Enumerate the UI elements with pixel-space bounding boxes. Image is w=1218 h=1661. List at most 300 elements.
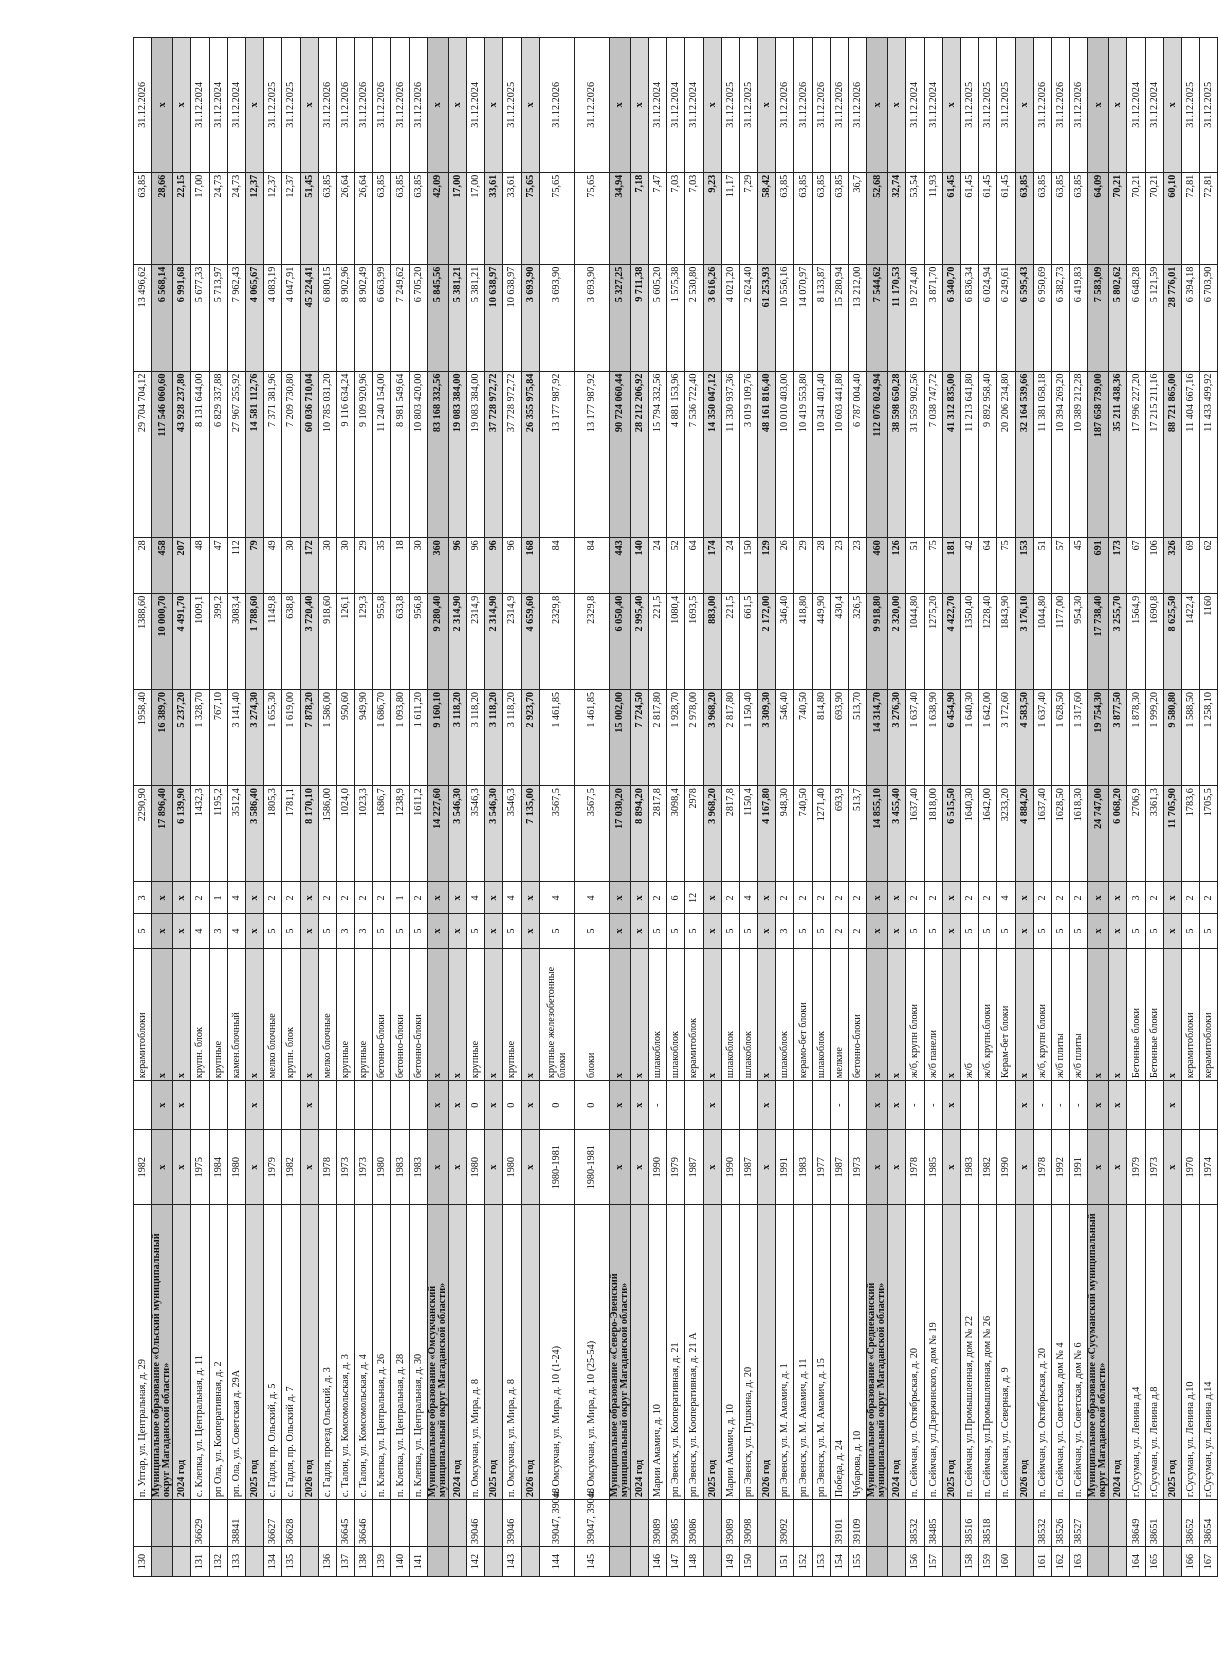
living-area-cell: 7 878,20 [300,689,318,785]
wall-material-cell: крупные железобетонные блоки [539,948,574,1081]
area-to-relocate-cell: 3 255,70 [1109,593,1127,689]
floors-cell: 3 [355,914,373,948]
house-id-cell: 39109 [849,1500,867,1547]
wear-percent-cell: 11,93 [924,172,942,264]
planned-date-cell: х [703,1081,721,1130]
row-number-cell [448,1547,466,1577]
floors-cell: х [1015,914,1033,948]
cost-per-sqm-cell: 10 556,16 [776,264,794,371]
row-number-cell [609,1547,630,1577]
cost-cell: 6 787 004,40 [849,371,867,538]
wear-percent-cell: 61,45 [942,172,960,264]
residents-cell: 29 [355,538,373,594]
house-id-cell [134,1500,152,1547]
cost-cell: 13 177 987,92 [574,371,609,538]
total-area-cell: 1150,4 [739,786,757,882]
floors-cell: 4 [227,914,245,948]
floors-cell: 5 [1033,914,1051,948]
living-area-cell: 767,10 [209,689,227,785]
residents-cell: 47 [209,538,227,594]
house-id-cell: 39047, 39048 [574,1500,609,1547]
living-area-cell: 1958,40 [134,689,152,785]
area-to-relocate-cell: 1149,8 [264,593,282,689]
wall-material-cell: керамитоблок [685,948,703,1081]
house-id-cell [448,1500,466,1547]
residents-cell: 51 [1033,538,1051,594]
area-to-relocate-cell: 430,4 [830,593,848,689]
house-id-cell [1015,1500,1033,1547]
wear-percent-cell: 34,94 [609,172,630,264]
entrances-cell: х [758,882,776,914]
area-to-relocate-cell: 418,80 [794,593,812,689]
row-number-cell [942,1547,960,1577]
area-to-relocate-cell: 661,5 [739,593,757,689]
address-cell: Победа, д. 24 [830,1205,848,1500]
floors-cell: 3 [209,914,227,948]
year-built-cell: 1983 [794,1130,812,1205]
planned-date-cell: х [942,1081,960,1130]
year-subtotal-row [1163,38,1181,1577]
cost-cell: 10 394 269,20 [1051,371,1069,538]
floors-cell: х [448,914,466,948]
row-number-cell: 157 [924,1547,942,1577]
cost-per-sqm-cell: 6 800,15 [318,264,336,371]
year-built-cell: 1979 [1127,1130,1145,1205]
wall-material-cell: х [152,948,173,1081]
relocation-deadline-cell: 31.12.2026 [794,38,812,173]
address-cell: с. Талон, ул. Комсомольская, д. 3 [336,1205,354,1500]
area-to-relocate-cell: 956,8 [409,593,427,689]
planned-date-cell [739,1081,757,1130]
area-to-relocate-cell: 1080,4 [667,593,685,689]
entrances-cell: 4 [503,882,521,914]
total-area-cell: 948,30 [776,786,794,882]
table-row [1051,38,1069,1577]
entrances-cell: 4 [539,882,574,914]
cost-cell: 38 598 650,28 [888,371,906,538]
relocation-deadline-cell: 31.12.2025 [979,38,997,173]
area-to-relocate-cell: 4 659,60 [521,593,539,689]
house-id-cell: 39089 [648,1500,666,1547]
cost-per-sqm-cell: 14 070,97 [794,264,812,371]
floors-cell: 5 [812,914,830,948]
house-id-cell: 38532 [1033,1500,1051,1547]
area-to-relocate-cell: 10 000,70 [152,593,173,689]
entrances-cell: 2 [1033,882,1051,914]
year-subtotal-row [300,38,318,1577]
relocation-deadline-cell: 31.12.2024 [667,38,685,173]
wear-percent-cell: 26,64 [336,172,354,264]
wall-material-cell: мелко блочные [318,948,336,1081]
address-cell: рп. Ола, ул. Советская д. 29А [227,1205,245,1500]
wall-material-cell: х [609,948,630,1081]
year-built-cell: 1990 [721,1130,739,1205]
total-area-cell: 3098,4 [667,786,685,882]
wear-percent-cell: 61,45 [960,172,978,264]
entrances-cell: 2 [812,882,830,914]
cost-per-sqm-cell: 6 991,68 [173,264,191,371]
cost-per-sqm-cell: 7 544,62 [867,264,888,371]
address-cell: 2025 год [703,1205,721,1500]
area-to-relocate-cell: 1350,40 [960,593,978,689]
living-area-cell: 1 093,80 [391,689,409,785]
year-built-cell: х [300,1130,318,1205]
address-cell: 2025 год [1163,1205,1181,1500]
table-row [830,38,848,1577]
house-id-cell [152,1500,173,1547]
wall-material-cell: ж/б, крупн блоки [1033,948,1051,1081]
cost-per-sqm-cell: 8 902,96 [336,264,354,371]
year-built-cell: 1983 [960,1130,978,1205]
planned-date-cell [667,1081,685,1130]
living-area-cell: 6 454,90 [942,689,960,785]
residents-cell: 126 [888,538,906,594]
living-area-cell: 3 877,50 [1109,689,1127,785]
cost-per-sqm-cell: 2 530,80 [685,264,703,371]
relocation-deadline-cell: 31.12.2026 [391,38,409,173]
wear-percent-cell: 7,47 [648,172,666,264]
year-built-cell: 1990 [648,1130,666,1205]
planned-date-cell: - [648,1081,666,1130]
cost-cell: 83 168 332,56 [427,371,448,538]
cost-cell: 10 803 420,00 [409,371,427,538]
residents-cell: 18 [391,538,409,594]
floors-cell: х [888,914,906,948]
address-cell: 2024 год [173,1205,191,1500]
entrances-cell: 4 [739,882,757,914]
entrances-cell: 1 [391,882,409,914]
floors-cell: 5 [391,914,409,948]
relocation-deadline-cell: 31.12.2026 [830,38,848,173]
area-to-relocate-cell: 2 995,40 [630,593,648,689]
address-cell: рп Эвенск, ул. Кооперативная, д. 21 [667,1205,685,1500]
living-area-cell: 14 314,70 [867,689,888,785]
house-id-cell: 39089 [721,1500,739,1547]
area-to-relocate-cell: 8 625,50 [1163,593,1181,689]
cost-per-sqm-cell: 6 568,14 [152,264,173,371]
floors-cell: х [300,914,318,948]
planned-date-cell [336,1081,354,1130]
house-id-cell [318,1500,336,1547]
cost-per-sqm-cell: 6 648,28 [1127,264,1145,371]
relocation-deadline-cell: х [609,38,630,173]
cost-cell: 10 419 553,80 [794,371,812,538]
house-id-cell: 38516 [960,1500,978,1547]
residents-cell: 168 [521,538,539,594]
planned-date-cell [1182,1081,1200,1130]
area-to-relocate-cell: 638,8 [282,593,300,689]
wall-material-cell: х [888,948,906,1081]
wall-material-cell: крупные [467,948,485,1081]
year-subtotal-row [1109,38,1127,1577]
floors-cell: х [521,914,539,948]
floors-cell: х [485,914,503,948]
row-number-cell: 130 [134,1547,152,1577]
living-area-cell: 3 118,20 [503,689,521,785]
year-built-cell: 1978 [1033,1130,1051,1205]
residents-cell: 96 [467,538,485,594]
wall-material-cell: крупные [355,948,373,1081]
cost-cell: 15 794 332,56 [648,371,666,538]
address-cell: г.Сусуман, ул. Ленина д.8 [1145,1205,1163,1500]
floors-cell: 5 [979,914,997,948]
total-area-cell: 2978 [685,786,703,882]
residents-cell: 443 [609,538,630,594]
total-area-cell: 3 586,40 [245,786,263,882]
area-to-relocate-cell: 3 176,10 [1015,593,1033,689]
wall-material-cell: крупные [209,948,227,1081]
total-area-cell: 1781,1 [282,786,300,882]
living-area-cell: 2 978,00 [685,689,703,785]
living-area-cell: 3 172,60 [997,689,1015,785]
row-number-cell: 155 [849,1547,867,1577]
year-built-cell: 1978 [318,1130,336,1205]
house-id-cell [173,1500,191,1547]
floors-cell: х [173,914,191,948]
table-row [134,38,152,1577]
relocation-deadline-cell: 31.12.2024 [209,38,227,173]
year-built-cell: 1982 [134,1130,152,1205]
cost-cell: 7 536 722,40 [685,371,703,538]
entrances-cell: 2 [1200,882,1218,914]
row-number-cell: 150 [739,1547,757,1577]
cost-per-sqm-cell: 10 638,97 [503,264,521,371]
wall-material-cell: бетонно-блоки [409,948,427,1081]
planned-date-cell: х [609,1081,630,1130]
total-area-cell: 1586,00 [318,786,336,882]
floors-cell: 2 [849,914,867,948]
total-area-cell: 3 546,30 [448,786,466,882]
wear-percent-cell: 63,85 [1015,172,1033,264]
entrances-cell: 12 [685,882,703,914]
entrances-cell: х [521,882,539,914]
row-number-cell: 153 [812,1547,830,1577]
wear-percent-cell: 63,85 [1033,172,1051,264]
area-to-relocate-cell: 346,40 [776,593,794,689]
address-cell: Муниципальное образование «Ольский муниципальный округ Магаданской области» [152,1205,173,1500]
residents-cell: 28 [812,538,830,594]
area-to-relocate-cell: 3 720,40 [300,593,318,689]
floors-cell: 5 [467,914,485,948]
municipality-group-row [867,38,888,1577]
entrances-cell: 3 [1127,882,1145,914]
address-cell: Муниципальное образование «Северо-Эвенский муниципальный округ Магаданской области» [609,1205,630,1500]
address-cell: п. Уптар, ул. Центральная, д. 29 [134,1205,152,1500]
residents-cell: 96 [503,538,521,594]
table-row [849,38,867,1577]
cost-per-sqm-cell: 5 381,21 [467,264,485,371]
planned-date-cell [794,1081,812,1130]
wall-material-cell: мелкие [830,948,848,1081]
house-id-cell [703,1500,721,1547]
entrances-cell: 2 [648,882,666,914]
cost-per-sqm-cell: 13 496,62 [134,264,152,371]
area-to-relocate-cell: 1044,80 [1033,593,1051,689]
wall-material-cell: ж/б плиты [1051,948,1069,1081]
cost-cell: 37 728 972,72 [485,371,503,538]
relocation-deadline-cell: 31.12.2026 [574,38,609,173]
row-number-cell: 138 [355,1547,373,1577]
residents-cell: 23 [830,538,848,594]
living-area-cell: 2 817,80 [721,689,739,785]
year-subtotal-row [173,38,191,1577]
floors-cell: х [245,914,263,948]
wear-percent-cell: 63,85 [776,172,794,264]
address-cell: Марии Амамич, д. 10 [721,1205,739,1500]
table-row [979,38,997,1577]
address-cell: рп Эвенск, ул. Кооперативная, д. 21 А [685,1205,703,1500]
table-row [685,38,703,1577]
planned-date-cell [776,1081,794,1130]
table-row [739,38,757,1577]
residents-cell: 24 [721,538,739,594]
year-built-cell: 1991 [776,1130,794,1205]
living-area-cell: 1 628,50 [1051,689,1069,785]
address-cell: Муниципальное образование «Сусуманский муниципальный округ Магаданской области» [1088,1205,1109,1500]
wall-material-cell: х [630,948,648,1081]
wear-percent-cell: 22,15 [173,172,191,264]
row-number-cell: 145 [574,1547,609,1577]
total-area-cell: 1024,0 [336,786,354,882]
floors-cell: 5 [373,914,391,948]
cost-cell: 11 381 058,18 [1033,371,1051,538]
address-cell: рп Эвенск, ул. М. Амамич, д. 11 [794,1205,812,1500]
area-to-relocate-cell: 1009,1 [191,593,209,689]
row-number-cell: 159 [979,1547,997,1577]
address-cell: рп Эвенск, ул. М. Амамич, д. 1 [776,1205,794,1500]
living-area-cell: 9 160,10 [427,689,448,785]
row-number-cell: 140 [391,1547,409,1577]
living-area-cell: 3 309,30 [758,689,776,785]
year-built-cell: х [867,1130,888,1205]
row-number-cell [300,1547,318,1577]
residents-cell: 458 [152,538,173,594]
municipality-group-row [427,38,448,1577]
residents-cell: 207 [173,538,191,594]
residents-cell: 48 [191,538,209,594]
cost-per-sqm-cell: 5 713,97 [209,264,227,371]
address-cell: п. Сеймчан, ул. Северная, д. 9 [997,1205,1015,1500]
total-area-cell: 1238,9 [391,786,409,882]
house-id-cell [942,1500,960,1547]
residents-cell: 35 [373,538,391,594]
cost-cell: 13 177 987,92 [539,371,574,538]
year-built-cell: 1984 [209,1130,227,1205]
row-number-cell: 167 [1200,1547,1218,1577]
municipality-group-row [609,38,630,1577]
residents-cell: 24 [648,538,666,594]
living-area-cell: 949,90 [355,689,373,785]
year-built-cell: 1980 [503,1130,521,1205]
living-area-cell: 1 637,40 [906,689,924,785]
cost-cell: 9 892 958,40 [979,371,997,538]
total-area-cell: 513,7 [849,786,867,882]
year-built-cell: 1980-1981 [539,1130,574,1205]
wall-material-cell: х [1088,948,1109,1081]
address-cell: п. Сеймчан, ул. Октябрьская, д. 20 [906,1205,924,1500]
area-to-relocate-cell: 1044,80 [906,593,924,689]
residents-cell: 84 [539,538,574,594]
planned-date-cell [1200,1081,1218,1130]
wear-percent-cell: 33,61 [485,172,503,264]
cost-cell: 10 603 441,80 [830,371,848,538]
table-row [794,38,812,1577]
address-cell: п. Сеймчан, ул.Промышленная, дом № 26 [979,1205,997,1500]
year-built-cell: 1987 [830,1130,848,1205]
wear-percent-cell: 72,81 [1182,172,1200,264]
row-number-cell: 143 [503,1547,521,1577]
planned-date-cell [373,1081,391,1130]
wear-percent-cell: 63,85 [830,172,848,264]
relocation-deadline-cell: х [245,38,263,173]
address-cell: с. Гадля, пр. Ольский д. 7 [282,1205,300,1500]
wear-percent-cell: 61,45 [997,172,1015,264]
wall-material-cell: керамитоблоки [1200,948,1218,1081]
entrances-cell: 2 [1145,882,1163,914]
address-cell: п. Омсукчан, ул. Мира, д. 8 [503,1205,521,1500]
total-area-cell: 3361,3 [1145,786,1163,882]
cost-per-sqm-cell: 3 693,90 [539,264,574,371]
address-cell: 2025 год [245,1205,263,1500]
planned-date-cell: х [1109,1081,1127,1130]
wall-material-cell: крупн. блок [282,948,300,1081]
planned-date-cell [227,1081,245,1130]
year-subtotal-row [485,38,503,1577]
relocation-deadline-cell: х [300,38,318,173]
cost-per-sqm-cell: 8 133,87 [812,264,830,371]
year-subtotal-row [448,38,466,1577]
wall-material-cell: х [173,948,191,1081]
cost-per-sqm-cell: 5 802,62 [1109,264,1127,371]
residents-cell: 129 [758,538,776,594]
wear-percent-cell: 24,73 [209,172,227,264]
entrances-cell: х [630,882,648,914]
row-number-cell: 137 [336,1547,354,1577]
year-built-cell: 1978 [906,1130,924,1205]
year-built-cell: х [485,1130,503,1205]
planned-date-cell: х [630,1081,648,1130]
wall-material-cell: бетонно-блоки [391,948,409,1081]
floors-cell: 5 [685,914,703,948]
residents-cell: 62 [1200,538,1218,594]
cost-cell: 60 036 710,04 [300,371,318,538]
area-to-relocate-cell: 1843,90 [997,593,1015,689]
house-id-cell: 36628 [282,1500,300,1547]
floors-cell: 5 [924,914,942,948]
wear-percent-cell: 7,18 [630,172,648,264]
year-built-cell: х [1163,1130,1181,1205]
wear-percent-cell: 24,73 [227,172,245,264]
floors-cell: 5 [997,914,1015,948]
wear-percent-cell: 7,29 [739,172,757,264]
address-cell: п. Омсукчан, ул. Мира, д. 8 [467,1205,485,1500]
cost-per-sqm-cell: 6 419,83 [1070,264,1088,371]
wear-percent-cell: 70,21 [1127,172,1145,264]
cost-per-sqm-cell: 4 083,19 [264,264,282,371]
wear-percent-cell: 70,21 [1109,172,1127,264]
address-cell: Муниципальное образование «Омсукчанский муниципальный округ Магаданской области» [427,1205,448,1500]
cost-per-sqm-cell: 5 327,25 [609,264,630,371]
living-area-cell: 1 655,30 [264,689,282,785]
cost-per-sqm-cell: 3 693,90 [574,264,609,371]
relocation-deadline-cell: 31.12.2026 [318,38,336,173]
year-built-cell: 1975 [191,1130,209,1205]
living-area-cell: 15 002,00 [609,689,630,785]
address-cell: рп Ола, ул. Кооперативная, д. 2 [209,1205,227,1500]
entrances-cell: 2 [409,882,427,914]
house-id-cell [373,1500,391,1547]
wall-material-cell: Бетонные блоки [1145,948,1163,1081]
